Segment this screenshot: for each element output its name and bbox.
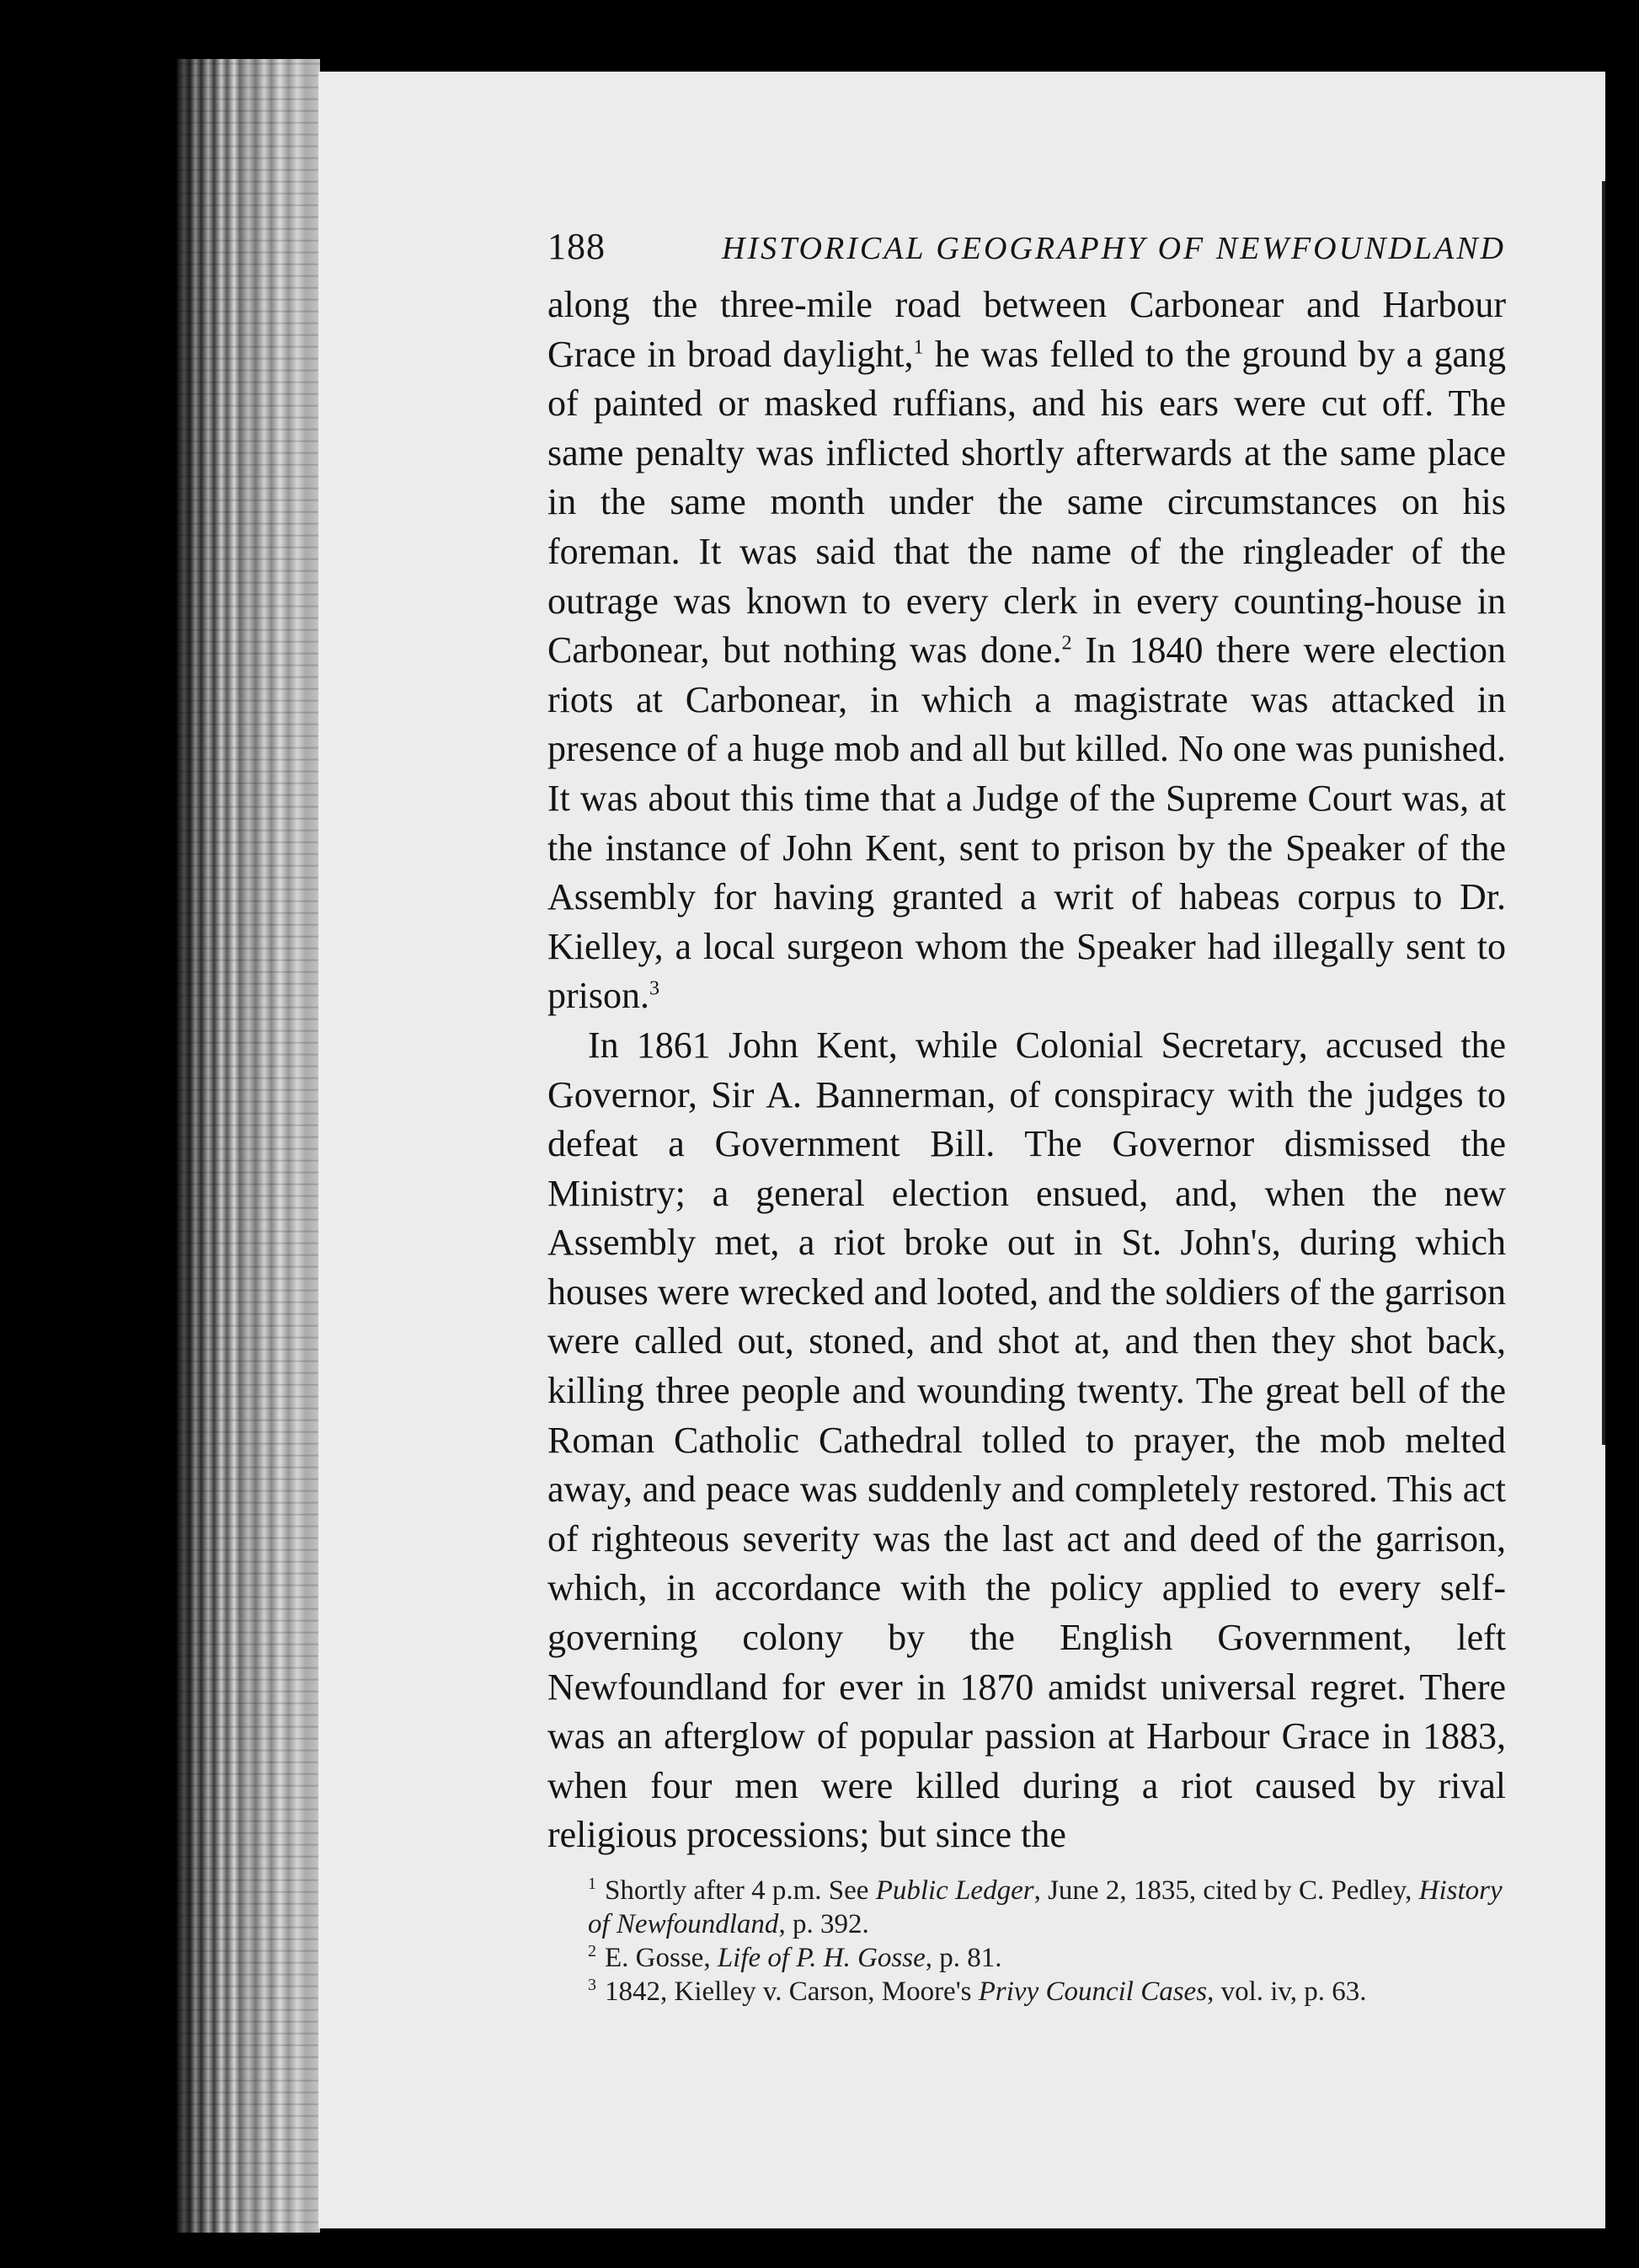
footnote-2-text-a: E. Gosse, — [605, 1943, 718, 1973]
footnote-ref-2: 2 — [1061, 632, 1072, 655]
book-page — [318, 72, 1605, 2228]
running-title: HISTORICAL GEOGRAPHY OF NEWFOUNDLAND — [722, 231, 1506, 266]
footnote-2-title: Life of P. H. Gosse — [717, 1943, 926, 1973]
page-number: 188 — [547, 226, 606, 267]
footnote-3-text-a: 1842, Kielley v. Carson, Moore's — [605, 1976, 979, 2007]
paragraph-1-part-2: he was felled to the ground by a gang of painted or masked ruffians, and his ears were cut off. The same penalty was inflicted shortly afterwards at the same place in the same month under the same circumstances on his foreman. It was said that the name of the ringleader of the outrage was known to every clerk in every counting-house in Carbonear, but nothing was done. — [547, 333, 1506, 671]
footnote-2-mark: 2 — [588, 1942, 596, 1960]
page-content — [547, 222, 1506, 2009]
footnotes — [547, 1874, 1506, 2009]
body-text — [547, 281, 1506, 1860]
footnote-1-title-b: History of Newfoundland — [588, 1875, 1503, 1939]
paragraph-1-part-3: In 1840 there were election riots at Carbonear, in which a magistrate was attacked in presence of a huge mob and all but killed. No one was punished. It was about this time that a Judge of the Supreme Court was, at the instance of John Kent, sent to prison by the Speaker of the Assembly for having granted a writ of habeas corpus to Dr. Kielley, a local surgeon whom the Speaker had illegally sent to prison. — [547, 629, 1506, 1017]
running-header — [547, 222, 1506, 274]
footnote-ref-3: 3 — [649, 977, 659, 1000]
page-edge-shadow — [1602, 181, 1605, 1445]
paragraph-2: In 1861 John Kent, while Colonial Secretary, accused the Governor, Sir A. Bannerman, of conspiracy with the judges to defeat a Government Bill. The Governor dismissed the Ministry; a general election ensued, and, when the new Assembly met, a riot broke out in St. John's, during which houses were wrecked and looted, and the soldiers of the garrison were called out, stoned, and shot at, and then they shot back, killing three people and wounding twenty. The great bell of the Roman Catholic Cathedral tolled to prayer, the mob melted away, and peace was suddenly and completely restored. This act of righteous severity was the last act and deed of the garrison, which, in accordance with the policy applied to every self-governing colony by the English Government, left Newfoundland for ever in 1870 amidst universal regret. There was an afterglow of popular passion at Harbour Grace in 1883, when four men were killed during a riot caused by rival religious processions; but since the — [547, 1024, 1506, 1856]
footnote-2 — [588, 1941, 1506, 1975]
footnote-1-mark: 1 — [588, 1875, 596, 1893]
footnote-3-title: Privy Council Cases — [978, 1976, 1208, 2007]
footnote-1-title-a: Public Ledger — [875, 1875, 1034, 1906]
footnote-1-text-e: , p. 392. — [778, 1909, 869, 1939]
footnote-ref-1: 1 — [913, 335, 924, 358]
footnote-3-text-c: , vol. iv, p. 63. — [1207, 1976, 1367, 2007]
footnote-3-mark: 3 — [588, 1976, 596, 1994]
footnote-2-text-c: , p. 81. — [925, 1943, 1002, 1973]
book-binding-edge — [177, 59, 320, 2233]
footnote-1-text-a: Shortly after 4 p.m. See — [605, 1875, 876, 1906]
paragraph-1-part-1: along the three-mile road between Carbonear and Harbour Grace in broad daylight, — [547, 284, 1506, 375]
paragraph-1 — [547, 281, 1506, 1021]
footnote-1-text-c: , June 2, 1835, cited by C. Pedley, — [1033, 1875, 1419, 1906]
footnote-1 — [588, 1874, 1506, 1941]
footnote-3 — [588, 1975, 1506, 2009]
